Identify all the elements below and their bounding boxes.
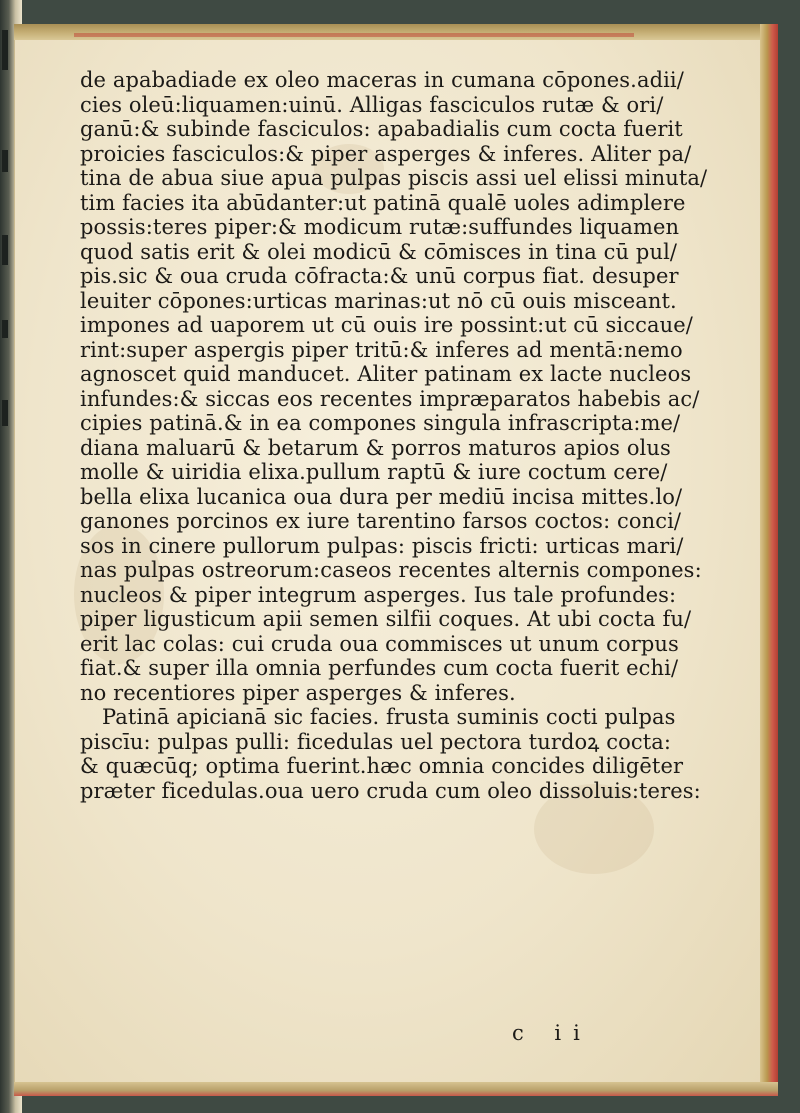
page-top-edge: [14, 24, 778, 40]
page-bottom-edge: [14, 1082, 778, 1096]
text-line: piscīu: pulpas pulli: ficedulas uel pectora turdoꝝ cocta:: [80, 729, 672, 754]
text-line: molle & uiridia elixa.pullum raptū & iure coctum cere/: [80, 460, 668, 484]
text-line: fiat.& super illa omnia perfundes cum cocta fuerit echi/: [80, 656, 679, 680]
text-line: tim facies ita abūdanter:ut patinā qualē uoles adimplere: [80, 190, 686, 215]
text-line: nas pulpas ostreorum:caseos recentes alternis compones:: [80, 558, 702, 582]
text-line: infundes:& siccas eos recentes impræparatos habebis ac/: [80, 386, 700, 411]
text-line: pis.sic & oua cruda cōfracta:& unū corpus fiat. desuper: [80, 264, 679, 288]
text-line: impones ad uaporem ut cū ouis ire possint:ut cū siccaue/: [80, 313, 693, 337]
text-line: rint:super aspergis piper tritū:& inferes ad mentā:nemo: [80, 337, 683, 362]
text-line: de apabadiade ex oleo maceras in cumana cōpones.adii/: [80, 68, 684, 92]
text-line: possis:teres piper:& modicum rutæ:suffundes liquamen: [80, 215, 680, 239]
signature-mark: c ii: [512, 1021, 592, 1045]
text-line: nucleos & piper integrum asperges. Ius tale profundes:: [80, 582, 677, 607]
page-fore-edge: [760, 24, 778, 1096]
text-line: & quæcūq; optima fuerint.hæc omnia concides diligēter: [80, 754, 684, 778]
text-line: no recentiores piper asperges & inferes.: [80, 680, 516, 705]
text-line: tina de abua siue apua pulpas piscis assi uel elissi minuta/: [80, 166, 708, 190]
text-line: proicies fasciculos:& piper asperges & inferes. Aliter pa/: [80, 141, 692, 166]
text-line: ganū:& subinde fasciculos: apabadialis cum cocta fuerit: [80, 117, 683, 141]
text-line: cipies patinā.& in ea compones singula infrascripta:me/: [80, 411, 681, 435]
text-line: leuiter cōpones:urticas marinas:ut nō cū ouis misceant.: [80, 288, 677, 313]
text-line: cies oleū:liquamen:uinū. Alligas fasciculos rutæ & ori/: [80, 92, 664, 117]
text-line: piper ligusticum apii semen silfii coques. At ubi cocta fu/: [80, 607, 692, 631]
text-block: [80, 68, 708, 803]
text-line: bella elixa lucanica oua dura per mediū incisa mittes.lo/: [80, 484, 683, 509]
paragraph-start-line: Patinā apicianā sic facies. frusta suminis cocti pulpas: [102, 705, 676, 729]
text-line: diana maluarū & betarum & porros maturos apios olus: [80, 435, 671, 460]
text-line: quod satis erit & olei modicū & cōmisces in tina cū pul/: [80, 239, 678, 264]
text-line: erit lac colas: cui cruda oua commisces ut unum corpus: [80, 631, 679, 656]
text-line: præter ficedulas.oua uero cruda cum oleo dissoluis:teres:: [80, 778, 701, 803]
text-line: ganones porcinos ex iure tarentino farsos coctos: conci/: [80, 509, 682, 533]
text-line: sos in cinere pullorum pulpas: piscis fricti: urticas mari/: [80, 533, 684, 558]
text-line: agnoscet quid manducet. Aliter patinam ex lacte nucleos: [80, 362, 692, 386]
